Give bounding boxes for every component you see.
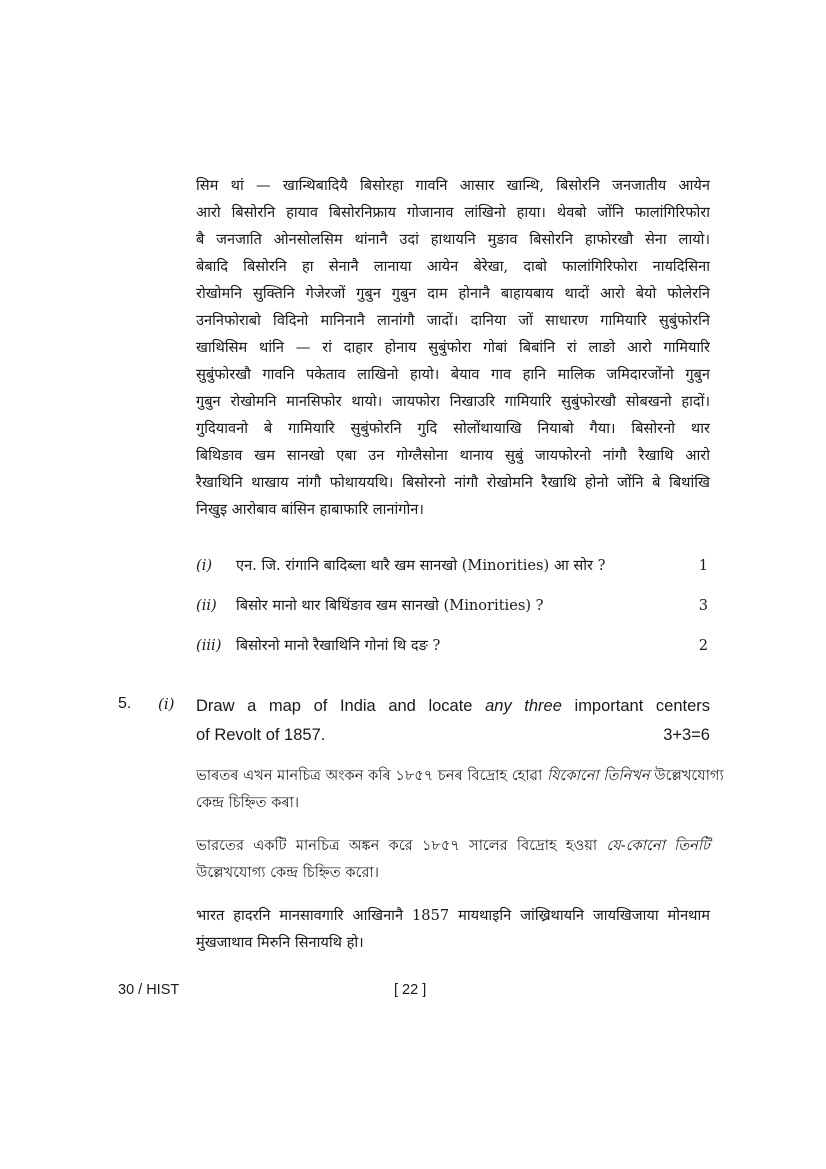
passage-line: सिम थां — खान्थिबादियै बिसोरहा गावनि आसार खान्थि, बिसोरनि जनजातीय आयेन [196, 177, 710, 194]
subquestion-text: बिसोरनो मानो रैखाथिनि गोनां थि दङ ? [236, 637, 441, 654]
passage-line: बेबादि बिसोरनि हा सेनानै लानाया आयेन बेरेखा, दाबो फालांगिरिफोरा नायदिसिना [196, 258, 710, 275]
subquestion-number: (iii) [196, 637, 222, 654]
question-number: 5. [118, 695, 132, 712]
question5-english [196, 692, 710, 750]
subquestion-ii [196, 593, 710, 619]
subquestion-number: (ii) [196, 597, 217, 614]
passage-line: रोखोमनि सुक्तिनि गेजेरजों गुबुन गुबुन दाम होनानै बाहायबाय थादों आरो बेयो फोलेरनि [196, 285, 710, 302]
passage-line: निखुइ आरोबाव बांसिन हाबाफारि लानांगोन। [196, 501, 424, 518]
page-number: [ 22 ] [394, 982, 427, 998]
passage-line: आरो बिसोरनि हायाव बिसोरनिफ्राय गोजानाव लांखिनो हाया। थेवबो जोंनि फालांगिरिफोरा [196, 204, 710, 221]
question5-emphasis: any three [485, 697, 562, 715]
subquestion-mark: 3 [698, 597, 708, 614]
passage-line: गुबुन रोखोमनि मानसिफोर थायो। जायफोरा निखाउरि गामियारि सुबुंफोरखौ सोबखनो हादों। [196, 393, 710, 410]
question5-english-line2: of Revolt of 1857. 3+3=6 [196, 721, 710, 750]
passage-line: उननिफोराबो विदिनो मानिनानै लानांगौ जादों। दानिया जों साधारण गामियारि सुबुंफोरनि [196, 312, 710, 329]
question5-assamese: ভাৰতৰ এখন মানচিত্ৰ অংকন কৰি ১৮৫৭ চনৰ বিদ্ৰোহ হোৱা যিকোনো তিনিখন উল্লেখযোগ্য কেন্দ্ৰ চিহ্নিত কৰা। [196, 767, 724, 811]
paper-code: 30 / HIST [118, 982, 180, 998]
subquestion-text: एन. जि. रांगानि बादिब्ला थारै खम सानखो (Minorities) आ सोर ? [236, 557, 606, 574]
subquestion-number: (i) [196, 557, 213, 574]
passage-line: गुदियावनो बे गामियारि सुबुंफोरनि गुदि सोलोंथायाखि नियाबो गैया। बिसोरनो थार [196, 420, 710, 437]
passage-line: सुबुंफोरखौ गावनि पकेताव लाखिनो हायो। बेयाव गाव हानि मालिक जमिदारजोंनो गुबुन [196, 366, 710, 383]
passage-line: बै जनजाति ओनसोलसिम थांनानै उदां हाथायनि मुङाव बिसोरनि हाफोरखौ सेना लायो। [196, 231, 710, 248]
question5-english-line1: Draw a map of India and locate any three important centers [196, 697, 711, 715]
subquestion-i [196, 553, 710, 579]
passage-line: खाथिसिम थांनि — रां दाहार होनाय सुबुंफोरा गोबां बिबांनि रां लाङो आरो गामियारि [196, 339, 710, 356]
bodo-passage [196, 172, 710, 523]
question5-bodo: भारत हादरनि मानसावगारि आखिनानै 1857 मायथाइनि जांख्रिथायनि जायखिजाया मोनथाम मुंखजाथाव मिरुनि सिनायथि हो। [196, 907, 710, 951]
question-sub-number: (i) [158, 695, 175, 713]
passage-line: रैखाथिनि थाखाय नांगौ फोथाययथि। बिसोरनो नांगौ रोखोमनि रैखाथि होनो जोंनि बे बिथांखि [196, 474, 710, 491]
subquestion-mark: 2 [698, 637, 708, 654]
question5-marks: 3+3=6 [663, 726, 710, 744]
subquestion-mark: 1 [698, 557, 708, 574]
subquestion-text: बिसोर मानो थार बिथिंङाव खम सानखो (Minorities) ? [236, 597, 544, 614]
question5-bengali: ভারতের একটি মানচিত্র অঙ্কন করে ১৮৫৭ সালের বিদ্রোহ হওয়া যে-কোনো তিনটি উল্লেখযোগ্য কেন্দ্র চিহ্নিত করো। [196, 837, 710, 881]
passage-line: बिथिङाव खम सानखो एबा उन गोग्लैसोना थानाय सुबुं जायफोरनो नांगौ रैखाथि आरो [196, 447, 710, 464]
subquestion-iii [196, 633, 710, 659]
